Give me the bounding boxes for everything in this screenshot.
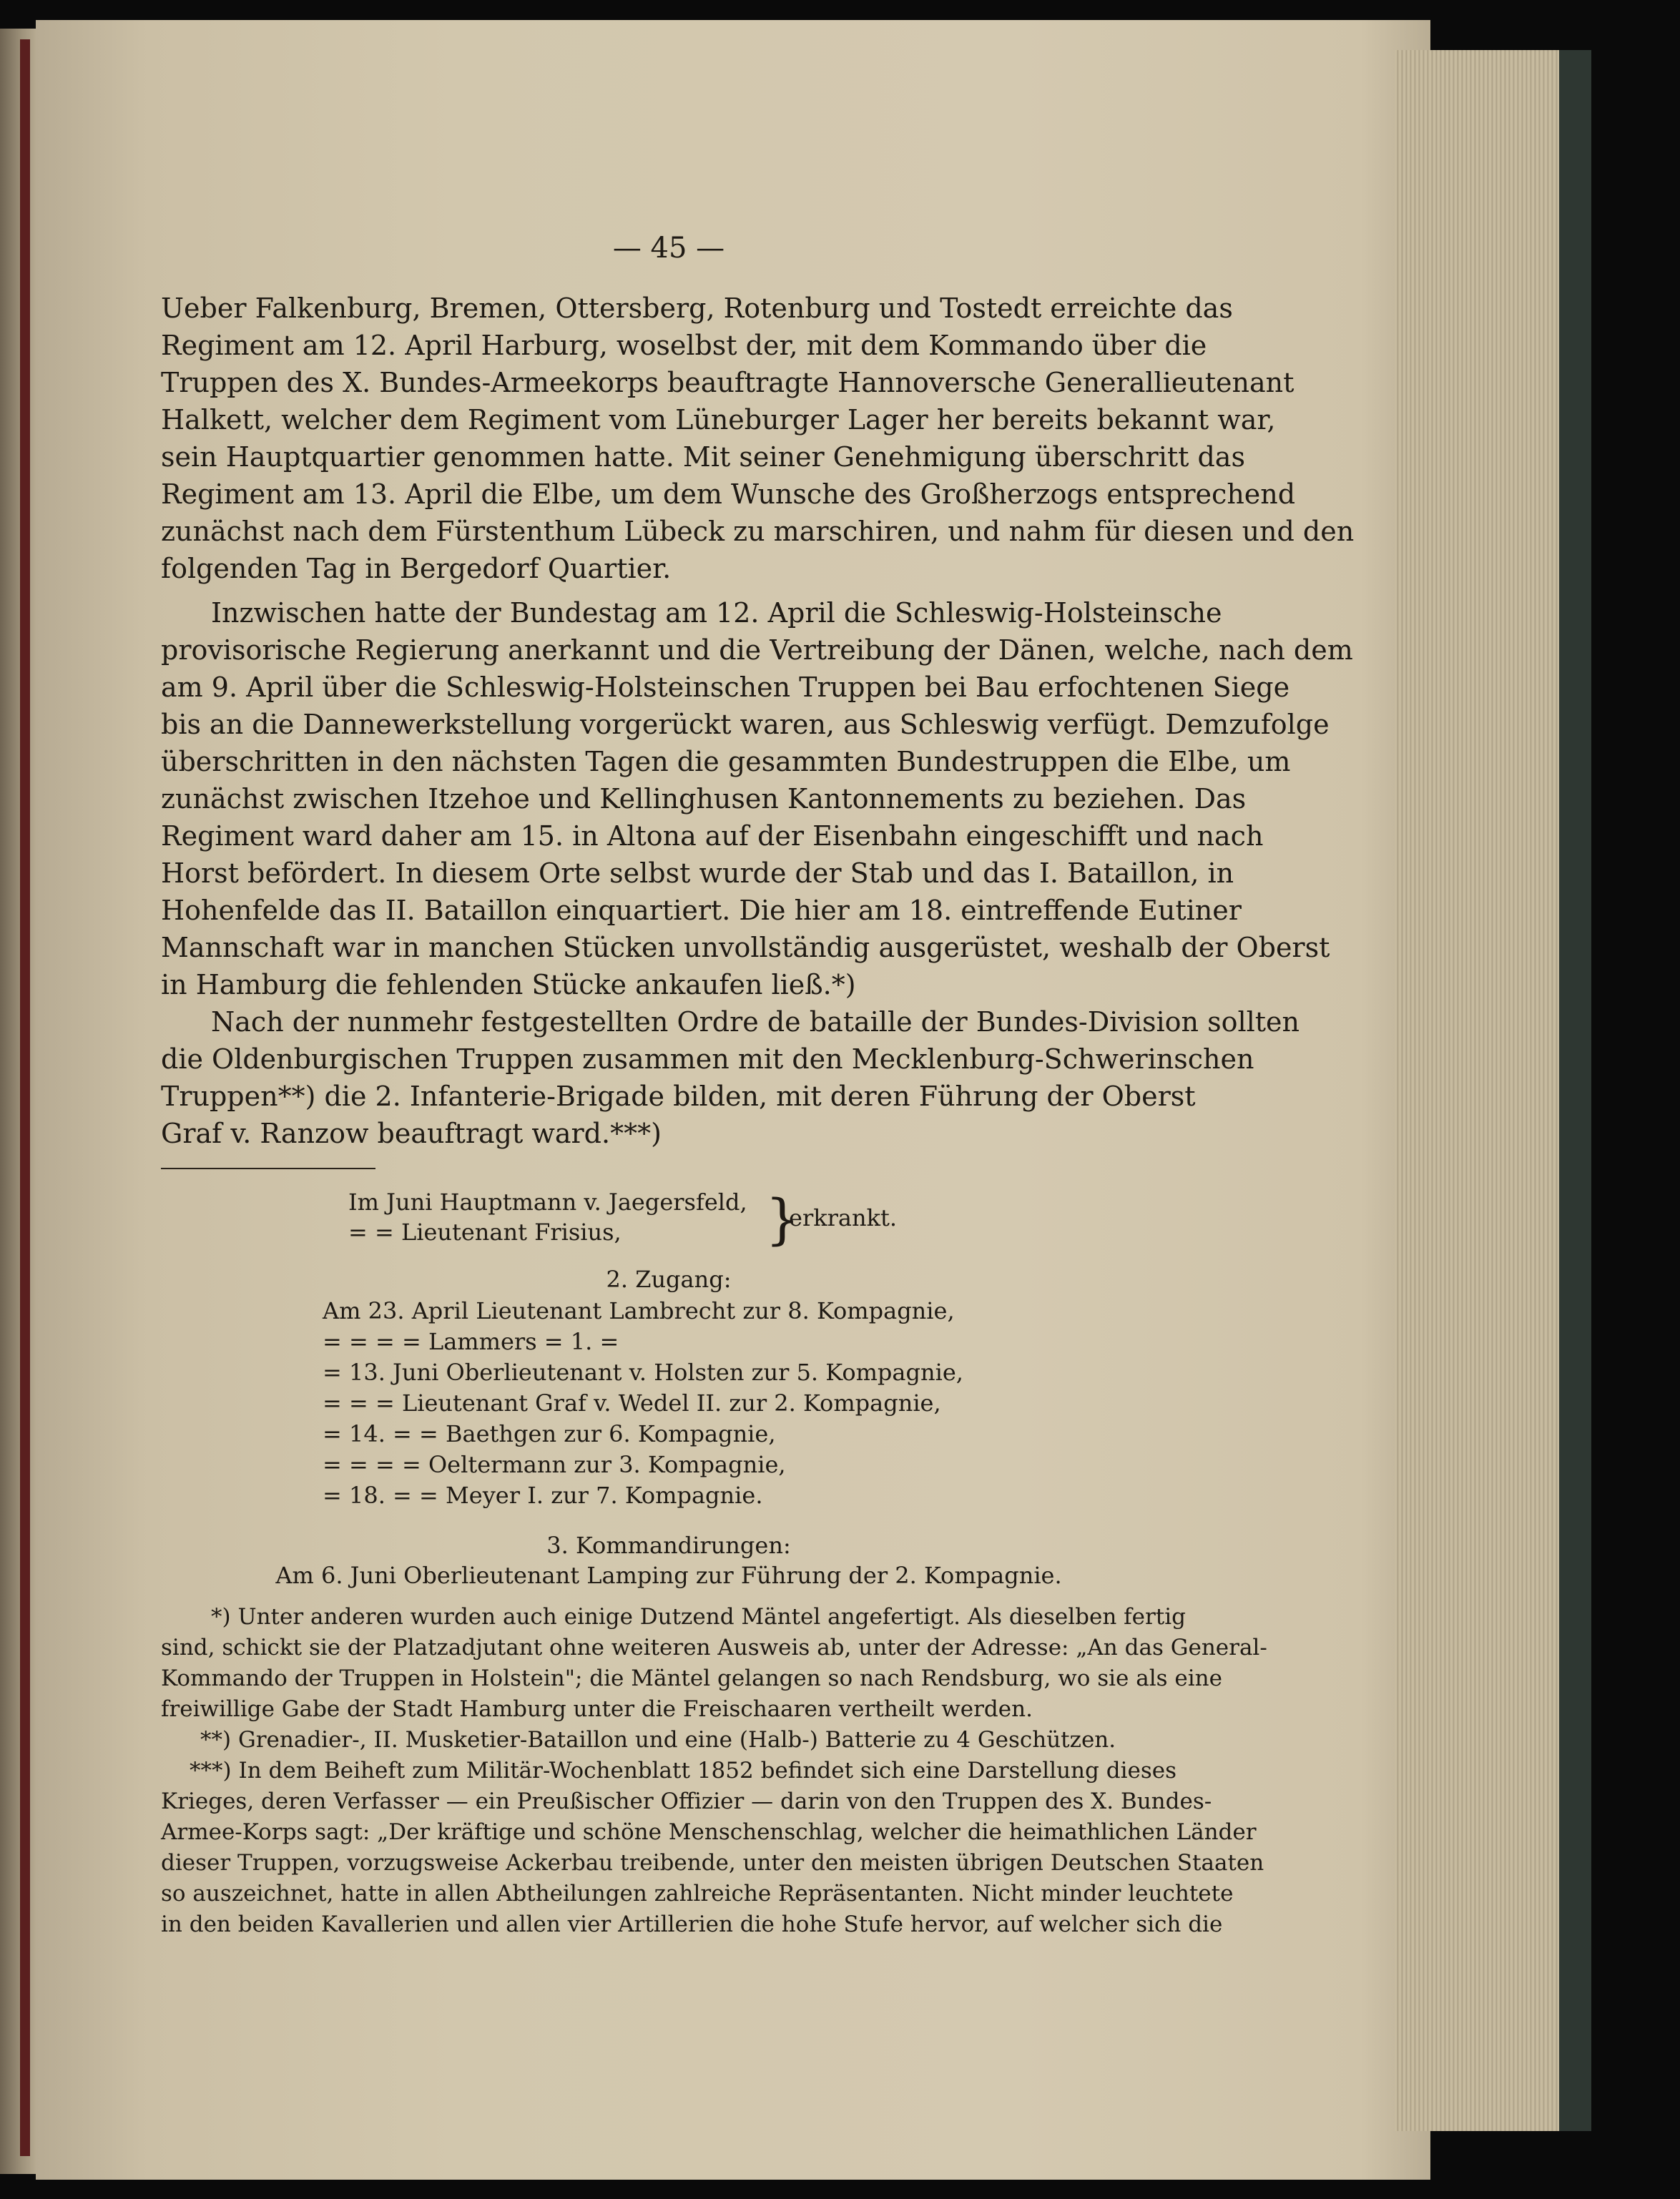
body-line: bis an die Dannewerkstellung vorgerückt waren, aus Schleswig verfügt. Demzufolge <box>161 709 1330 740</box>
body-line: folgenden Tag in Bergedorf Quartier. <box>161 553 672 584</box>
body-line: zunächst zwischen Itzehoe und Kellinghusen Kantonnements zu beziehen. Das <box>161 783 1247 815</box>
text-block <box>161 0 1355 2199</box>
body-line: Horst befördert. In diesem Orte selbst wurde der Stab und das I. Bataillon, in <box>161 857 1234 889</box>
footnote-rule <box>161 1168 375 1169</box>
page-stack-edge <box>1395 50 1559 2131</box>
roster-zugang-line: = = = = Lammers = 1. = <box>323 1328 619 1355</box>
body-line: die Oldenburgischen Truppen zusammen mit den Mecklenburg-Schwerinschen <box>161 1043 1254 1075</box>
roster-zugang-line: = = = Lieutenant Graf v. Wedel II. zur 2. Kompagnie, <box>323 1389 941 1417</box>
body-line: Regiment ward daher am 15. in Altona auf der Eisenbahn eingeschifft und nach <box>161 820 1264 852</box>
body-line: in Hamburg die fehlenden Stücke ankaufen ließ.*) <box>161 969 856 1000</box>
footnote-line: **) Grenadier-, II. Musketier-Bataillon und eine (Halb-) Batterie zu 4 Geschützen. <box>200 1727 1116 1753</box>
roster-sick-note: erkrankt. <box>789 1204 898 1231</box>
body-line: Halkett, welcher dem Regiment vom Lüneburger Lager her bereits bekannt war, <box>161 404 1276 436</box>
previous-page-edge <box>0 29 36 2174</box>
footnote-line: Kommando der Truppen in Holstein"; die Mäntel gelangen so nach Rendsburg, wo sie als eine <box>161 1666 1222 1691</box>
roster-zugang-line: Am 23. April Lieutenant Lambrecht zur 8. Kompagnie, <box>323 1297 955 1324</box>
footnote-line: freiwillige Gabe der Stadt Hamburg unter die Freischaaren vertheilt werden. <box>161 1696 1033 1722</box>
body-line: provisorische Regierung anerkannt und die Vertreibung der Dänen, welche, nach dem <box>161 634 1353 666</box>
body-line: am 9. April über die Schleswig-Holsteinschen Truppen bei Bau erfochtenen Siege <box>161 671 1290 703</box>
roster-zugang-line: = 14. = = Baethgen zur 6. Kompagnie, <box>323 1420 776 1447</box>
body-line: Truppen**) die 2. Infanterie-Brigade bilden, mit deren Führung der Oberst <box>161 1081 1196 1112</box>
page-number: — 45 — <box>612 232 725 265</box>
brace: } <box>765 1187 800 1251</box>
body-line: sein Hauptquartier genommen hatte. Mit seiner Genehmigung überschritt das <box>161 441 1245 473</box>
kommandirungen-line: Am 6. Juni Oberlieutenant Lamping zur Führung der 2. Kompagnie. <box>275 1562 1062 1589</box>
kommandirungen-heading: 3. Kommandirungen: <box>546 1532 791 1559</box>
roster-zugang-line: = = = = Oeltermann zur 3. Kompagnie, <box>323 1451 786 1478</box>
body-line: Mannschaft war in manchen Stücken unvollständig ausgerüstet, weshalb der Oberst <box>161 932 1330 963</box>
book-cover-edge <box>20 39 30 2156</box>
roster-zugang-line: = 18. = = Meyer I. zur 7. Kompagnie. <box>323 1482 763 1509</box>
footnote-line: sind, schickt sie der Platzadjutant ohne weiteren Ausweis ab, unter der Adresse: „An das General- <box>161 1635 1267 1661</box>
roster-zugang-line: = 13. Juni Oberlieutenant v. Holsten zur 5. Kompagnie, <box>323 1359 963 1386</box>
footnote-line: in den beiden Kavallerien und allen vier Artillerien die hohe Stufe hervor, auf welcher sich die <box>161 1912 1223 1937</box>
body-line: Inzwischen hatte der Bundestag am 12. April die Schleswig-Holsteinsche <box>211 597 1222 629</box>
book-cover-right <box>1559 50 1591 2131</box>
body-line: überschritten in den nächsten Tagen die gesammten Bundestruppen die Elbe, um <box>161 746 1291 777</box>
footnote-line: ***) In dem Beiheft zum Militär-Wochenblatt 1852 befindet sich eine Darstellung dieses <box>190 1758 1177 1784</box>
roster-sick-line: = = Lieutenant Frisius, <box>348 1219 622 1246</box>
body-line: Hohenfelde das II. Bataillon einquartiert. Die hier am 18. eintreffende Eutiner <box>161 895 1242 926</box>
body-line: Ueber Falkenburg, Bremen, Ottersberg, Rotenburg und Tostedt erreichte das <box>161 292 1233 324</box>
body-line: Regiment am 12. April Harburg, woselbst der, mit dem Kommando über die <box>161 330 1207 361</box>
footnote-line: so auszeichnet, hatte in allen Abtheilungen zahlreiche Repräsentanten. Nicht minder leuchtete <box>161 1881 1234 1907</box>
roster-sick-line: Im Juni Hauptmann v. Jaegersfeld, <box>348 1189 747 1216</box>
zugang-heading: 2. Zugang: <box>606 1266 732 1293</box>
body-line: Regiment am 13. April die Elbe, um dem Wunsche des Großherzogs entsprechend <box>161 478 1296 510</box>
body-line: Nach der nunmehr festgestellten Ordre de bataille der Bundes-Division sollten <box>211 1006 1300 1038</box>
footnote-line: Armee-Korps sagt: „Der kräftige und schöne Menschenschlag, welcher die heimathlichen Länder <box>161 1819 1257 1845</box>
footnote-line: Krieges, deren Verfasser — ein Preußischer Offizier — darin von den Truppen des X. Bundes- <box>161 1789 1212 1814</box>
body-line: Truppen des X. Bundes-Armeekorps beauftragte Hannoversche Generallieutenant <box>161 367 1295 398</box>
body-line: Graf v. Ranzow beauftragt ward.***) <box>161 1118 662 1149</box>
footnote-line: dieser Truppen, vorzugsweise Ackerbau treibende, unter den meisten übrigen Deutschen Staaten <box>161 1850 1264 1876</box>
footnote-line: *) Unter anderen wurden auch einige Dutzend Mäntel angefertigt. Als dieselben fertig <box>211 1604 1187 1630</box>
body-line: zunächst nach dem Fürstenthum Lübeck zu marschiren, und nahm für diesen und den <box>161 516 1355 547</box>
